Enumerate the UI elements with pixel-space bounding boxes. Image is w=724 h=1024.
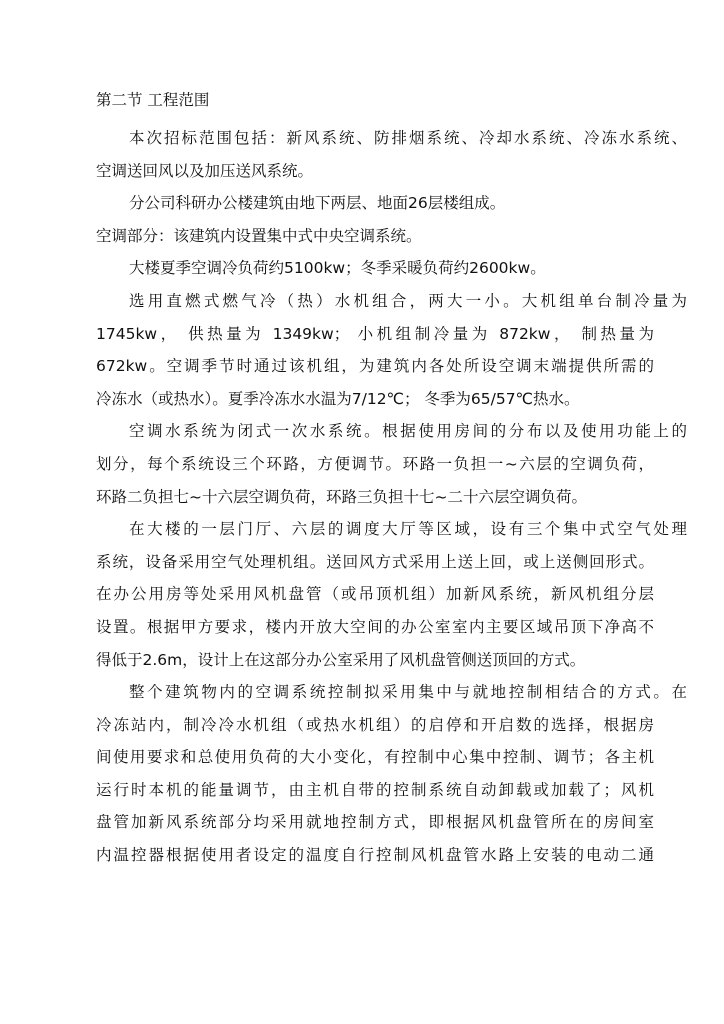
paragraph-line: 得低于2.6m，设计上在这部分办公室采用了风机盘管侧送顶回的方式。 (96, 650, 586, 669)
paragraph-line: 设置。根据甲方要求，楼内开放大空间的办公室室内主要区域吊顶下净高不 (96, 617, 654, 636)
paragraph-line: 内温控器根据使用者设定的温度自行控制风机盘管水路上安装的电动二通 (96, 846, 654, 865)
paragraph-line: 选用直燃式燃气冷（热）水机组合，两大一小。大机组单台制冷量为 (129, 291, 687, 310)
paragraph-line: 冷冻站内，制冷冷水机组（或热水机组）的启停和开启数的选择，根据房 (96, 715, 654, 734)
document-page (96, 84, 687, 872)
paragraph-line: 划分，每个系统设三个环路，方便调节。环路一负担一~六层的空调负荷， (96, 454, 654, 473)
paragraph-line: 系统，设备采用空气处理机组。送回风方式采用上送上回，或上送侧回形式。 (96, 552, 654, 571)
paragraph-line: 空调水系统为闭式一次水系统。根据使用房间的分布以及使用功能上的 (129, 422, 687, 441)
paragraph-line: 环路二负担七~十六层空调负荷，环路三负担十七~二十六层空调负荷。 (96, 487, 587, 506)
paragraph-line: 冷冻水（或热水）。夏季冷冻水水温为7/12℃； 冬季为65/57℃热水。 (96, 389, 580, 408)
paragraph-line: 在大楼的一层门厅、六层的调度大厅等区域，设有三个集中式空气处理 (129, 520, 687, 539)
paragraph-line: 间使用要求和总使用负荷的大小变化，有控制中心集中控制、调节；各主机 (96, 748, 654, 767)
paragraph-line: 空调部分：该建筑内设置集中式中央空调系统。 (96, 226, 422, 245)
paragraph-line: 空调送回风以及加压送风系统。 (96, 161, 314, 180)
paragraph-line: 盘管加新风系统部分均采用就地控制方式，即根据风机盘管所在的房间室 (96, 813, 654, 832)
paragraph-line: 本次招标范围包括：新风系统、防排烟系统、冷却水系统、冷冻水系统、 (129, 129, 687, 147)
paragraph-line: 672kw。空调季节时通过该机组，为建筑内各处所设空调末端提供所需的 (96, 357, 654, 376)
paragraph-line: 分公司科研办公楼建筑由地下两层、地面26层楼组成。 (129, 194, 506, 213)
paragraph-line: 在办公用房等处采用风机盘管（或吊顶机组）加新风系统，新风机组分层 (96, 585, 654, 604)
paragraph-line: 1745kw， 供热量为 1349kw； 小机组制冷量为 872kw， 制热量为 (96, 324, 654, 343)
paragraph-line: 运行时本机的能量调节，由主机自带的控制系统自动卸载或加载了；风机 (96, 780, 654, 799)
paragraph-line: 整个建筑物内的空调系统控制拟采用集中与就地控制相结合的方式。在 (129, 683, 687, 702)
paragraph-line: 大楼夏季空调冷负荷约5100kw；冬季采暖负荷约2600kw。 (129, 259, 546, 278)
section-title: 第二节 工程范围 (96, 91, 210, 109)
